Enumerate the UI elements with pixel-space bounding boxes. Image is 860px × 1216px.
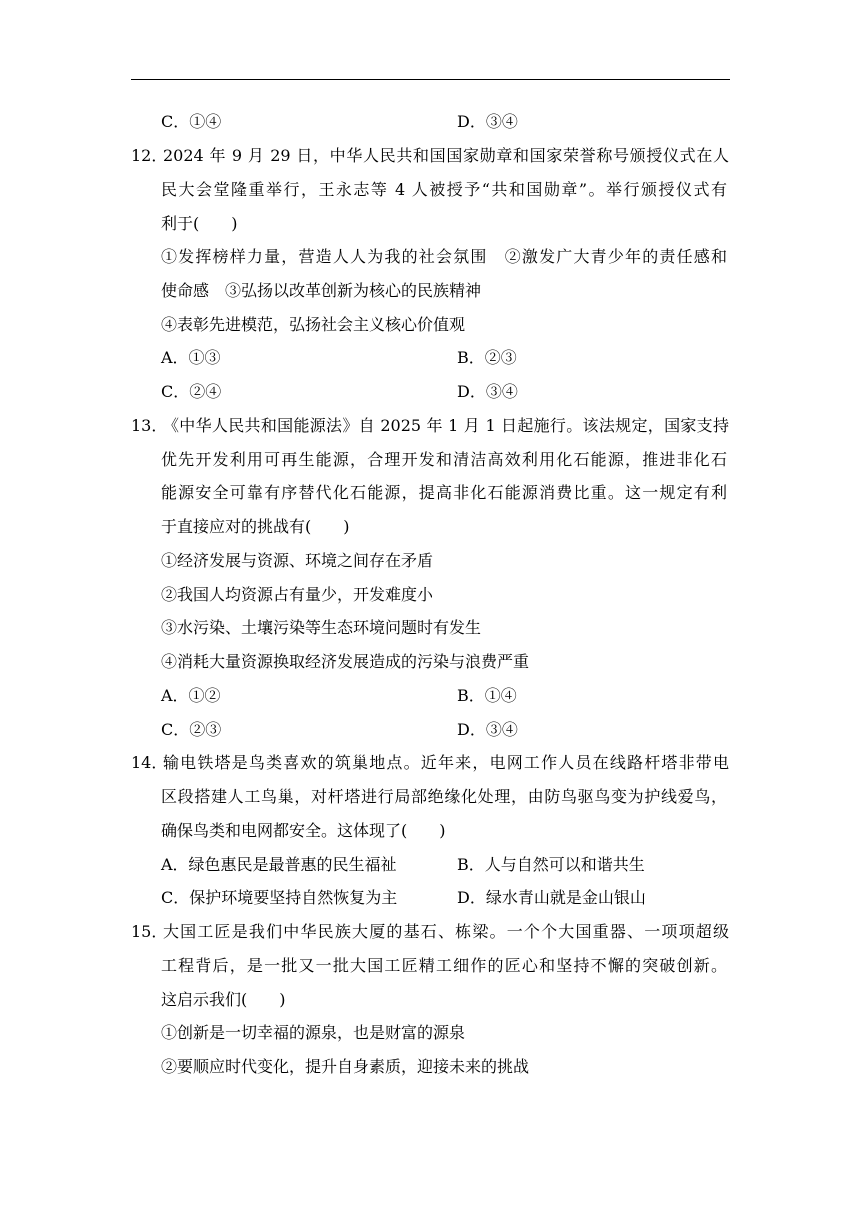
header-rule (131, 79, 730, 80)
q15-statement-2: ②要顺应时代变化，提升自身素质，迎接未来的挑战 (161, 1057, 530, 1076)
q14-option-c: C．保护环境要坚持自然恢复为主 (161, 888, 398, 907)
q15-stem-line-1: 大国工匠是我们中华民族大厦的基石、栋梁。一个个大国重器、一项项超级 (163, 922, 729, 941)
q12-statement-line-3: ④表彰先进模范，弘扬社会主义核心价值观 (161, 315, 466, 334)
q14-option-a: A．绿色惠民是最普惠的民生福祉 (161, 855, 397, 874)
q13-option-d: D．③④ (457, 720, 518, 739)
q15-stem-line-3: 这启示我们( ) (161, 990, 286, 1009)
q12-statement-line-1: ①发挥榜样力量，营造人人为我的社会氛围 ②激发广大青少年的责任感和 (161, 247, 727, 266)
q12-option-a: A．①③ (161, 348, 221, 367)
q13-option-a: A．①② (161, 686, 221, 705)
q12-stem-line-1: 2024 年 9 月 29 日，中华人民共和国国家勋章和国家荣誉称号颁授仪式在人 (163, 146, 729, 165)
q13-option-c: C．②③ (161, 720, 222, 739)
q15-number: 15． (131, 922, 168, 941)
q12-option-b: B．②③ (457, 348, 517, 367)
q14-stem-line-3: 确保鸟类和电网都安全。这体现了( ) (161, 821, 446, 840)
q14-stem-line-1: 输电铁塔是鸟类喜欢的筑巢地点。近年来，电网工作人员在线路杆塔非带电 (163, 753, 729, 772)
q13-statement-3: ③水污染、土壤污染等生态环境问题时有发生 (161, 618, 482, 637)
q12-stem-line-2: 民大会堂隆重举行，王永志等 4 人被授予“共和国勋章”。举行颁授仪式有 (161, 180, 727, 199)
q13-statement-4: ④消耗大量资源换取经济发展造成的污染与浪费严重 (161, 652, 530, 671)
q15-statement-1: ①创新是一切幸福的源泉，也是财富的源泉 (161, 1023, 466, 1042)
q14-stem-line-2: 区段搭建人工鸟巢，对杆塔进行局部绝缘化处理，由防鸟驱鸟变为护线爱鸟， (161, 787, 727, 806)
q13-stem-line-3: 能源安全可靠有序替代化石能源，提高非化石能源消费比重。这一规定有利 (161, 483, 727, 502)
q12-stem-line-3: 利于( ) (161, 214, 238, 233)
q13-statement-1: ①经济发展与资源、环境之间存在矛盾 (161, 551, 434, 570)
q13-stem-line-2: 优先开发利用可再生能源，合理开发和清洁高效利用化石能源，推进非化石 (161, 450, 727, 469)
q13-statement-2: ②我国人均资源占有量少，开发难度小 (161, 585, 434, 604)
q14-option-d: D．绿水青山就是金山银山 (457, 888, 646, 907)
q11-option-c: C．①④ (161, 112, 222, 131)
q12-statement-line-2: 使命感 ③弘扬以改革创新为核心的民族精神 (161, 281, 482, 300)
q11-option-d: D．③④ (457, 112, 518, 131)
q14-number: 14． (131, 753, 168, 772)
q13-stem-line-4: 于直接应对的挑战有( ) (161, 517, 350, 536)
q13-option-b: B．①④ (457, 686, 517, 705)
q12-option-c: C．②④ (161, 382, 222, 401)
q13-number: 13． (131, 416, 168, 435)
q15-stem-line-2: 工程背后，是一批又一批大国工匠精工细作的匠心和坚持不懈的突破创新。 (161, 956, 727, 975)
q13-stem-line-1: 《中华人民共和国能源法》自 2025 年 1 月 1 日起施行。该法规定，国家支持 (163, 416, 729, 435)
q14-option-b: B．人与自然可以和谐共生 (457, 855, 645, 874)
q12-number: 12． (131, 146, 168, 165)
q12-option-d: D．③④ (457, 382, 518, 401)
